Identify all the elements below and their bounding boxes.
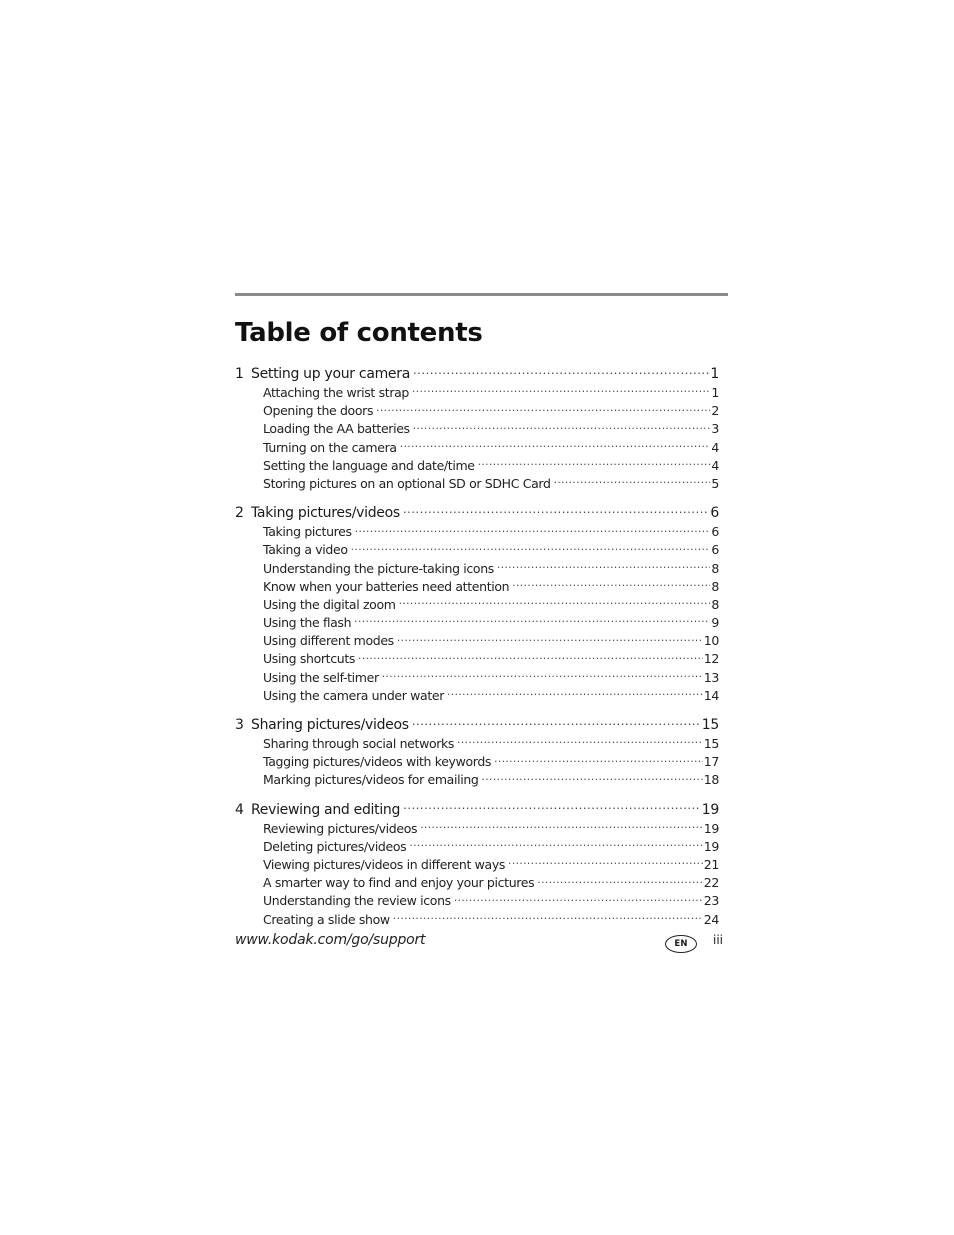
dot-leader: [351, 542, 711, 555]
item-page-number: 13: [703, 669, 719, 685]
item-title: Using the self-timer: [263, 669, 379, 685]
item-title: Know when your batteries need attention: [263, 578, 510, 594]
toc-chapter-entry[interactable]: [235, 503, 719, 523]
dot-leader: [482, 772, 703, 785]
dot-leader: [409, 838, 702, 851]
dot-leader: [554, 475, 711, 488]
toc-item-entry[interactable]: [235, 523, 719, 541]
toc-item-entry[interactable]: [235, 614, 719, 632]
dot-leader: [358, 651, 703, 664]
dot-leader: [399, 596, 711, 609]
dot-leader: [382, 669, 703, 682]
item-page-number: 21: [703, 856, 719, 872]
item-page-number: 2: [711, 403, 719, 419]
item-title: Viewing pictures/videos in different ways: [263, 856, 506, 872]
toc-section: [235, 364, 719, 493]
chapter-number: 4: [235, 801, 244, 818]
toc-section: [235, 715, 719, 790]
item-page-number: 4: [711, 457, 719, 473]
toc-page: [235, 293, 728, 939]
dot-leader: [354, 615, 710, 628]
toc-item-entry[interactable]: [235, 632, 719, 650]
dot-leader: [537, 875, 702, 888]
dot-leader: [400, 439, 711, 452]
toc-chapter-entry[interactable]: [235, 800, 719, 820]
dot-leader: [497, 560, 710, 573]
toc-item-entry[interactable]: [235, 384, 719, 402]
toc-item-entry[interactable]: [235, 771, 719, 789]
item-page-number: 15: [703, 736, 719, 751]
item-title: Using shortcuts: [263, 651, 356, 667]
item-page-number: 22: [703, 875, 719, 891]
toc-item-entry[interactable]: [235, 892, 719, 910]
item-title: Understanding the review icons: [263, 893, 451, 909]
toc-item-entry[interactable]: [235, 856, 719, 874]
toc-item-entry[interactable]: [235, 874, 719, 892]
chapter-page-number: 19: [701, 801, 719, 818]
item-title: Using the digital zoom: [263, 596, 396, 612]
item-title: Attaching the wrist strap: [263, 385, 409, 400]
item-page-number: 17: [703, 754, 719, 770]
toc-item-entry[interactable]: [235, 687, 719, 705]
item-page-number: 6: [711, 524, 719, 540]
item-page-number: 8: [711, 578, 719, 594]
dot-leader: [512, 578, 710, 591]
item-page-number: 12: [703, 651, 719, 667]
toc-chapter-entry[interactable]: [235, 715, 719, 735]
page-footer: [235, 930, 723, 954]
item-title: Using the camera under water: [263, 687, 445, 703]
chapter-page-number: 1: [710, 366, 719, 382]
toc-item-entry[interactable]: [235, 820, 719, 838]
dot-leader: [478, 457, 711, 470]
toc-item-entry[interactable]: [235, 560, 719, 578]
toc-item-entry[interactable]: [235, 838, 719, 856]
item-title: A smarter way to find and enjoy your pictures: [263, 875, 535, 891]
item-title: Loading the AA batteries: [263, 421, 410, 437]
item-title: Marking pictures/videos for emailing: [263, 772, 479, 788]
toc-item-entry[interactable]: [235, 911, 719, 929]
chapter-page-number: 6: [710, 505, 719, 522]
item-page-number: 19: [703, 820, 719, 836]
chapter-page-number: 15: [701, 717, 719, 733]
item-title: Sharing through social networks: [263, 736, 455, 751]
item-title: Using different modes: [263, 633, 394, 649]
dot-leader: [420, 820, 703, 833]
toc-item-entry[interactable]: [235, 669, 719, 687]
chapter-title: Reviewing and editing: [251, 801, 401, 818]
dot-leader: [413, 421, 711, 434]
chapter-number: 1: [235, 366, 244, 382]
dot-leader: [454, 893, 703, 906]
page-title: Table of contents: [235, 318, 483, 348]
item-page-number: 6: [711, 542, 719, 558]
item-title: Setting the language and date/time: [263, 457, 475, 473]
toc-section: [235, 503, 719, 705]
dot-leader: [355, 524, 711, 537]
item-page-number: 10: [703, 633, 719, 649]
item-page-number: 1: [711, 385, 719, 400]
toc-chapter-entry[interactable]: [235, 364, 719, 384]
item-title: Deleting pictures/videos: [263, 838, 407, 854]
item-title: Storing pictures on an optional SD or SDHC Card: [263, 475, 551, 491]
toc-section: [235, 800, 719, 929]
item-page-number: 18: [703, 772, 719, 788]
item-page-number: 23: [703, 893, 719, 909]
item-page-number: 3: [711, 421, 719, 437]
dot-leader: [413, 364, 709, 378]
dot-leader: [457, 736, 703, 749]
support-link[interactable]: www.kodak.com/go/support: [235, 932, 426, 948]
item-page-number: 8: [711, 596, 719, 612]
dot-leader: [393, 911, 703, 924]
language-badge: EN: [665, 935, 697, 953]
toc-item-entry[interactable]: [235, 753, 719, 771]
item-page-number: 19: [703, 838, 719, 854]
chapter-number: 3: [235, 717, 244, 733]
item-title: Reviewing pictures/videos: [263, 820, 418, 836]
toc-item-entry[interactable]: [235, 420, 719, 438]
toc-item-entry[interactable]: [235, 541, 719, 559]
item-title: Understanding the picture-taking icons: [263, 560, 494, 576]
item-title: Turning on the camera: [263, 439, 397, 455]
dot-leader: [412, 385, 710, 398]
item-page-number: 5: [711, 475, 719, 491]
chapter-title: Sharing pictures/videos: [251, 717, 409, 733]
item-title: Creating a slide show: [263, 911, 390, 927]
item-page-number: 14: [703, 687, 719, 703]
dot-leader: [403, 503, 710, 517]
dot-leader: [376, 403, 710, 416]
item-title: Opening the doors: [263, 403, 374, 419]
item-title: Taking pictures: [263, 524, 352, 540]
toc-item-entry[interactable]: [235, 578, 719, 596]
item-page-number: 4: [711, 439, 719, 455]
chapter-title: Setting up your camera: [251, 366, 410, 382]
item-title: Taking a video: [263, 542, 348, 558]
dot-leader: [508, 856, 703, 869]
toc-item-entry[interactable]: [235, 596, 719, 614]
chapter-title: Taking pictures/videos: [251, 505, 400, 522]
dot-leader: [412, 715, 701, 729]
page-number: iii: [712, 933, 723, 947]
dot-leader: [403, 800, 701, 814]
toc-item-entry[interactable]: [235, 650, 719, 668]
toc-item-entry[interactable]: [235, 439, 719, 457]
toc-item-entry[interactable]: [235, 457, 719, 475]
item-title: Using the flash: [263, 615, 352, 631]
item-title: Tagging pictures/videos with keywords: [263, 754, 492, 770]
toc-item-entry[interactable]: [235, 735, 719, 753]
item-page-number: 8: [711, 560, 719, 576]
dot-leader: [494, 754, 703, 767]
item-page-number: 24: [703, 911, 719, 927]
item-page-number: 9: [711, 615, 719, 631]
top-rule: [235, 293, 728, 296]
dot-leader: [397, 633, 703, 646]
toc-item-entry[interactable]: [235, 402, 719, 420]
chapter-number: 2: [235, 505, 244, 522]
dot-leader: [447, 687, 703, 700]
toc-item-entry[interactable]: [235, 475, 719, 493]
table-of-contents: [235, 364, 719, 929]
